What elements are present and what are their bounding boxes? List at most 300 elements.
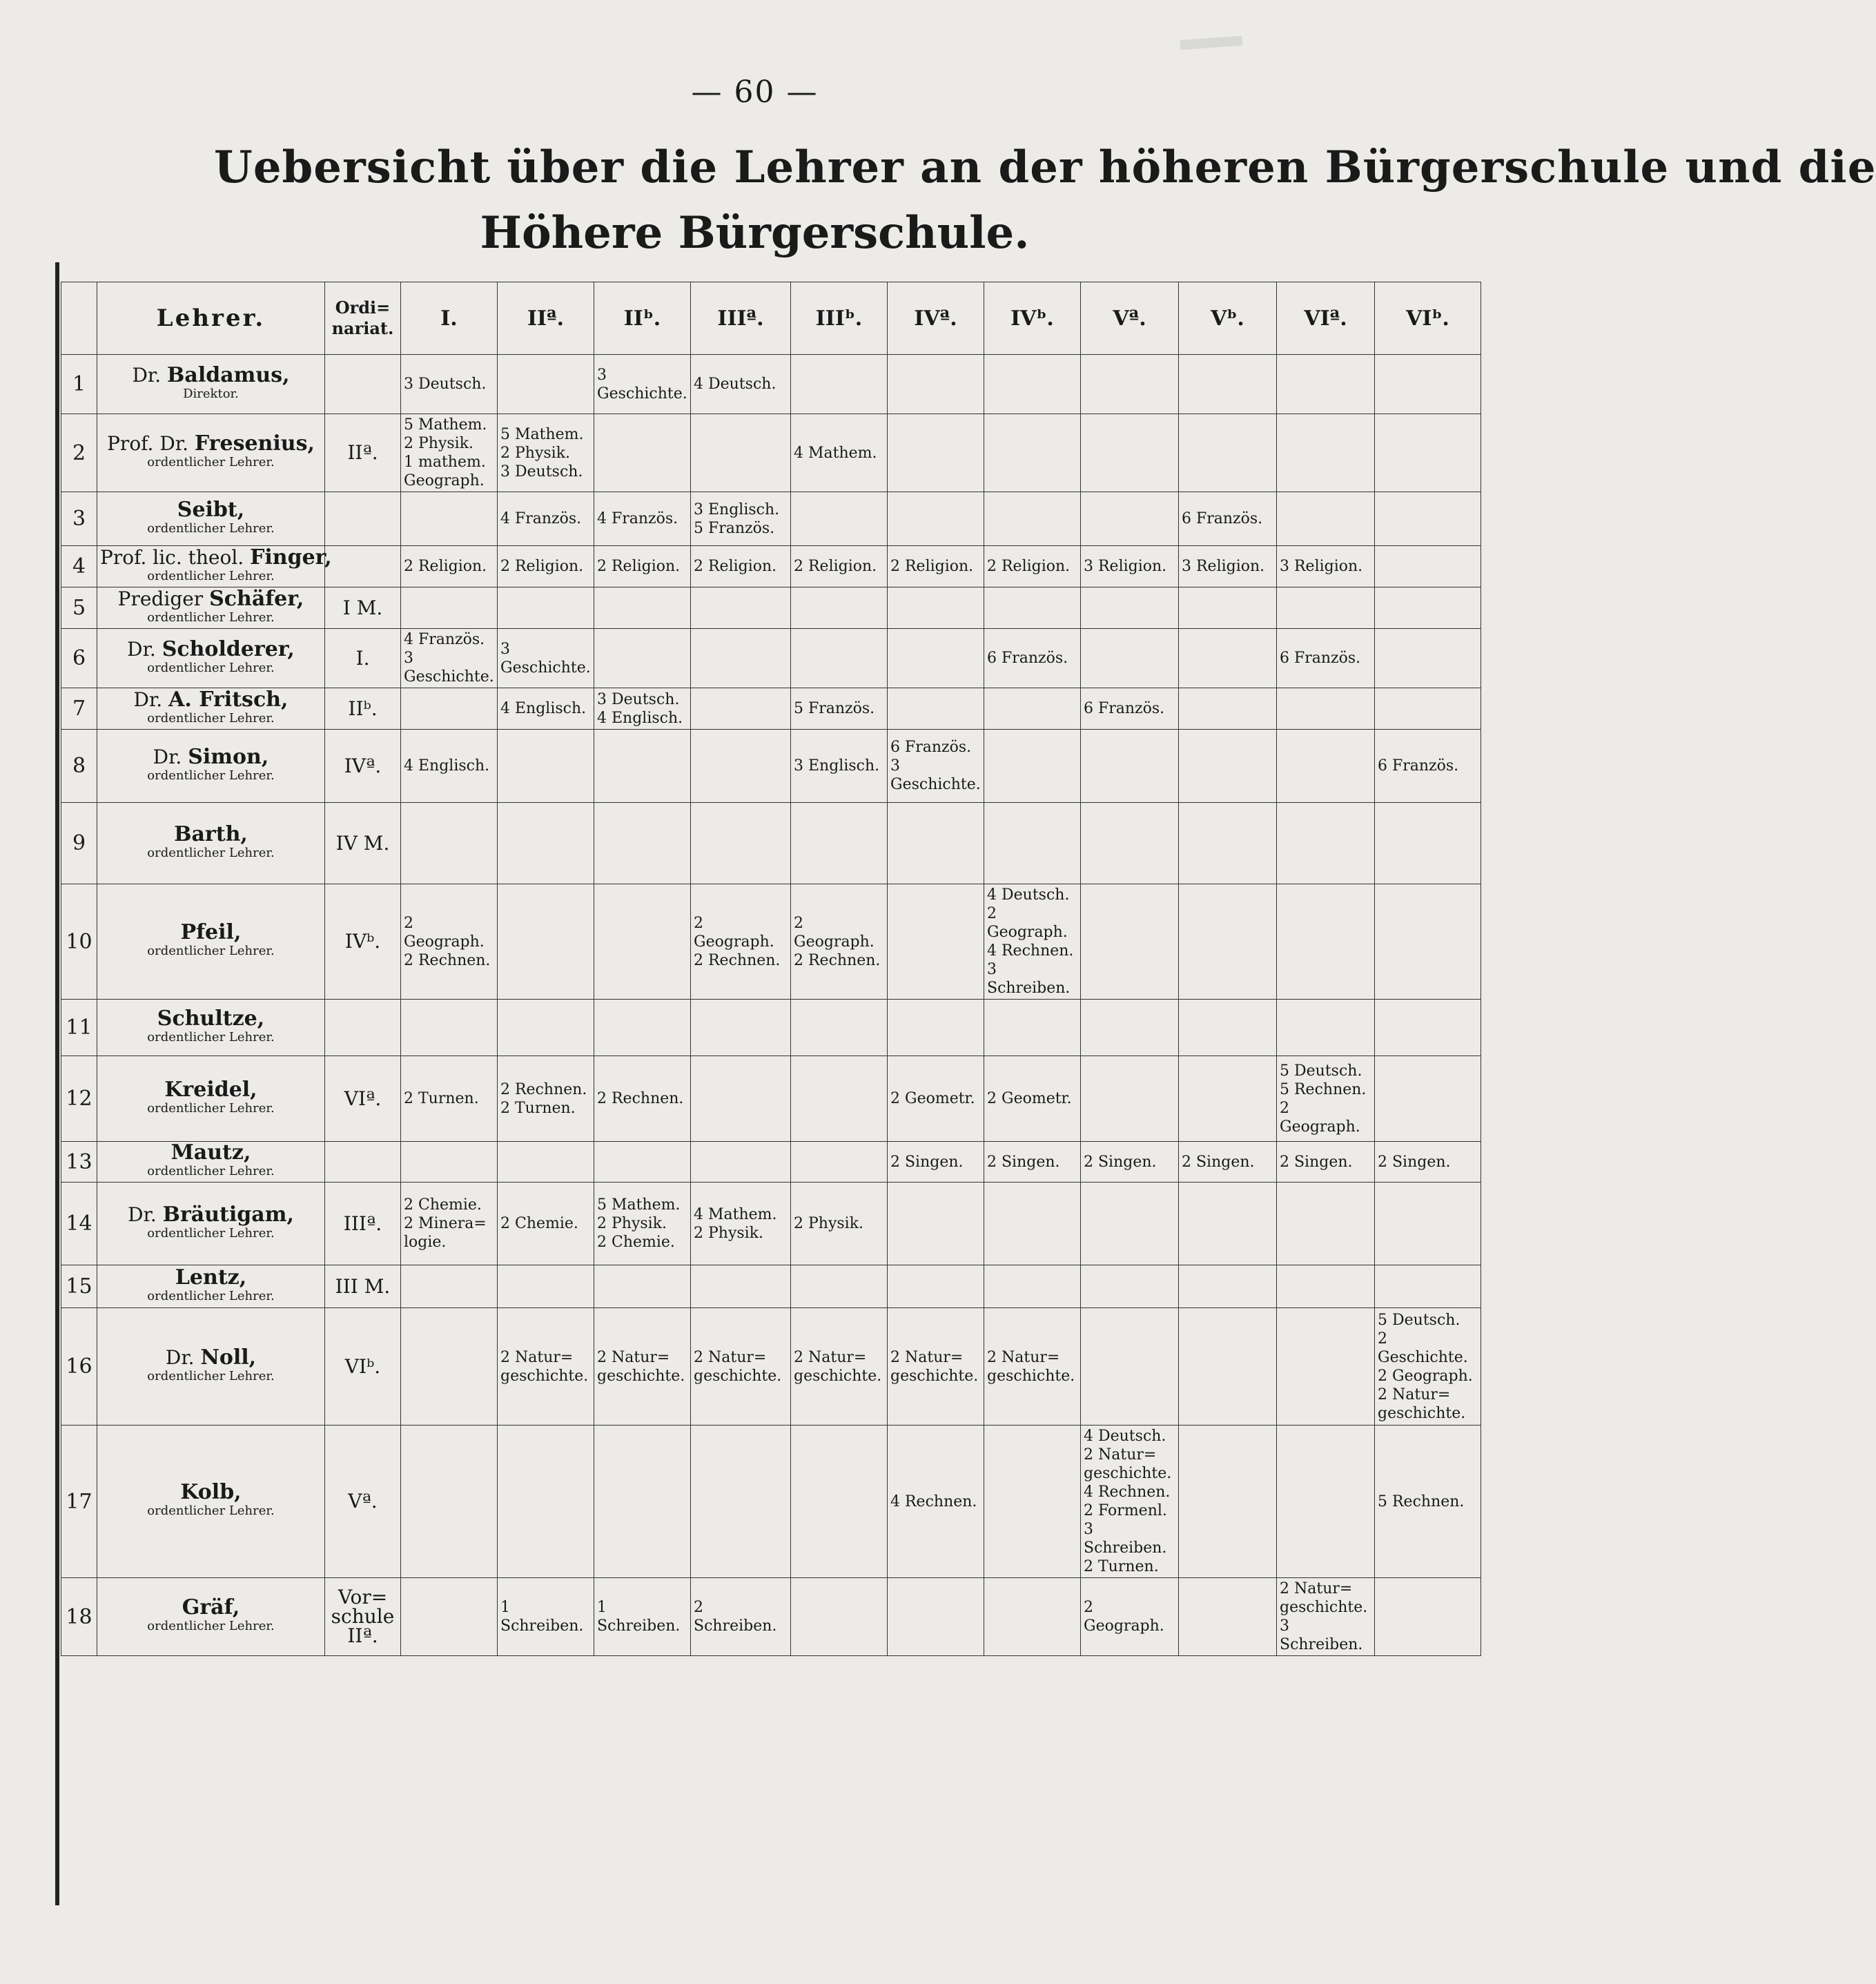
teacher-cell (97, 688, 325, 730)
lesson-cell (691, 1426, 791, 1578)
table-row (61, 492, 1481, 546)
teacher-role: ordentlicher Lehrer. (147, 1029, 275, 1044)
teacher-title: Dr. (128, 1203, 163, 1226)
lesson-cell (1375, 1000, 1481, 1056)
lesson-cell (1179, 1578, 1277, 1656)
teacher-role: ordentlicher Lehrer. (147, 1100, 275, 1116)
lesson-cell: 3 Deutsch. (401, 355, 498, 414)
teacher-name: Dr. Noll, (165, 1345, 257, 1370)
lesson-cell: 3 Religion. (1179, 546, 1277, 587)
lesson-cell: 3 Englisch. 5 Französ. (691, 492, 791, 546)
column-header-7: IVª. (888, 282, 984, 355)
lesson-cell: 2 Rechnen. 2 Turnen. (498, 1056, 594, 1142)
lesson-cell (1179, 1056, 1277, 1142)
lesson-cell: 3 Englisch. (791, 730, 888, 803)
ordinariat-cell: Vª. (325, 1426, 401, 1578)
teacher-name: Kolb, (180, 1480, 242, 1504)
lesson-cell (1081, 1056, 1179, 1142)
lesson-cell (1081, 1265, 1179, 1308)
row-number: 12 (61, 1056, 97, 1142)
lesson-cell (1081, 629, 1179, 688)
table-row (61, 1056, 1481, 1142)
lesson-cell: 2 Religion. (791, 546, 888, 587)
lesson-cell: 4 Englisch. (401, 730, 498, 803)
lesson-cell: 5 Mathem. 2 Physik. 1 mathem. Geograph. (401, 414, 498, 492)
ordinariat-cell: III M. (325, 1265, 401, 1308)
lesson-cell (1277, 587, 1375, 629)
lesson-cell (984, 355, 1081, 414)
lesson-cell (1277, 1000, 1375, 1056)
teacher-name: Dr. Bräutigam, (128, 1202, 294, 1227)
lesson-cell (691, 1056, 791, 1142)
lesson-cell: 2 Religion. (401, 546, 498, 587)
lesson-cell (594, 1265, 691, 1308)
teacher-title: Dr. (165, 1345, 201, 1369)
lesson-cell: 2 Natur= geschichte. (791, 1308, 888, 1426)
lesson-cell (594, 414, 691, 492)
teacher-table (61, 282, 1481, 1656)
lesson-cell: 2 Chemie. (498, 1183, 594, 1265)
lesson-cell (791, 629, 888, 688)
lesson-cell (1277, 884, 1375, 1000)
row-number: 9 (61, 803, 97, 884)
lesson-cell (1375, 688, 1481, 730)
teacher-title: Prediger (117, 587, 210, 610)
lesson-cell (1081, 730, 1179, 803)
lesson-cell (888, 414, 984, 492)
column-header-11: VIª. (1277, 282, 1375, 355)
lesson-cell: 4 Französ. (594, 492, 691, 546)
lesson-cell (791, 1142, 888, 1183)
row-number: 14 (61, 1183, 97, 1265)
lesson-cell (888, 884, 984, 1000)
teacher-name: Dr. Simon, (153, 744, 269, 769)
lesson-cell (1179, 1308, 1277, 1426)
teacher-cell (97, 884, 325, 1000)
teacher-role: ordentlicher Lehrer. (147, 521, 275, 536)
lesson-cell (498, 587, 594, 629)
lesson-cell (401, 1265, 498, 1308)
column-header-6: IIIᵇ. (791, 282, 888, 355)
ordinariat-cell: I M. (325, 587, 401, 629)
teacher-name: Schultze, (157, 1006, 265, 1031)
lesson-cell: 2 Religion. (498, 546, 594, 587)
lesson-cell: 2 Religion. (691, 546, 791, 587)
teacher-cell (97, 629, 325, 688)
lesson-cell: 2 Geometr. (888, 1056, 984, 1142)
lesson-cell (401, 1142, 498, 1183)
teacher-title: Dr. (133, 688, 169, 711)
lesson-cell: 5 Deutsch. 5 Rechnen. 2 Geograph. (1277, 1056, 1375, 1142)
lesson-cell: 2 Geometr. (984, 1056, 1081, 1142)
lesson-cell (1375, 414, 1481, 492)
lesson-cell (791, 1578, 888, 1656)
ordinariat-cell: IV M. (325, 803, 401, 884)
lesson-cell: 4 Rechnen. (888, 1426, 984, 1578)
table-row (61, 730, 1481, 803)
lesson-cell (498, 730, 594, 803)
lesson-cell (594, 587, 691, 629)
lesson-cell (888, 688, 984, 730)
lesson-cell (1375, 587, 1481, 629)
teacher-name: Dr. A. Fritsch, (133, 687, 289, 712)
row-number: 18 (61, 1578, 97, 1656)
teacher-cell (97, 355, 325, 414)
lesson-cell (1277, 688, 1375, 730)
teacher-role: ordentlicher Lehrer. (147, 455, 275, 469)
row-number: 1 (61, 355, 97, 414)
column-header-3: IIª. (498, 282, 594, 355)
lesson-cell (1179, 1183, 1277, 1265)
lesson-cell (498, 1426, 594, 1578)
teacher-role: ordentlicher Lehrer. (147, 568, 275, 583)
page-number: — 60 — (691, 75, 819, 110)
lesson-cell (888, 1578, 984, 1656)
teacher-name: Seibt, (177, 497, 245, 522)
lesson-cell: 1 Schreiben. (498, 1578, 594, 1656)
column-header-10: Vᵇ. (1179, 282, 1277, 355)
teacher-cell (97, 1142, 325, 1183)
teacher-name: Dr. Baldamus, (132, 362, 290, 387)
lesson-cell (1081, 803, 1179, 884)
teacher-role: ordentlicher Lehrer. (147, 1288, 275, 1303)
lesson-cell (1277, 1308, 1375, 1426)
lesson-cell: 6 Französ. (1375, 730, 1481, 803)
lesson-cell (691, 587, 791, 629)
lesson-cell (1375, 1183, 1481, 1265)
lesson-cell (1375, 629, 1481, 688)
lesson-cell (791, 492, 888, 546)
lesson-cell (1277, 355, 1375, 414)
lesson-cell (594, 1426, 691, 1578)
lesson-cell (984, 730, 1081, 803)
row-number: 15 (61, 1265, 97, 1308)
lesson-cell (498, 355, 594, 414)
teacher-name: Barth, (174, 821, 248, 846)
table-row (61, 1308, 1481, 1426)
teacher-cell (97, 1000, 325, 1056)
teacher-cell (97, 1308, 325, 1426)
column-header-12: VIᵇ. (1375, 282, 1481, 355)
lesson-cell: 2 Turnen. (401, 1056, 498, 1142)
table-row (61, 355, 1481, 414)
column-header-9: Vª. (1081, 282, 1179, 355)
lesson-cell (1375, 1265, 1481, 1308)
teacher-cell (97, 730, 325, 803)
lesson-cell (691, 414, 791, 492)
table-header-row (61, 282, 1481, 355)
teacher-cell (97, 492, 325, 546)
lesson-cell: 3 Geschichte. (594, 355, 691, 414)
lesson-cell: 2 Physik. (791, 1183, 888, 1265)
lesson-cell: 2 Singen. (1277, 1142, 1375, 1183)
lesson-cell: 5 Mathem. 2 Physik. 3 Deutsch. (498, 414, 594, 492)
page-title-line2: Höhere Bürgerschule. (480, 207, 1030, 259)
ordinariat-cell (325, 1142, 401, 1183)
row-number: 6 (61, 629, 97, 688)
teacher-name: Pfeil, (180, 920, 242, 944)
lesson-cell (984, 1265, 1081, 1308)
page-title-line1: Uebersicht über die Lehrer an der höheren Bürgerschule und die (214, 142, 1876, 193)
lesson-cell (498, 1000, 594, 1056)
lesson-cell: 4 Französ. (498, 492, 594, 546)
table-row (61, 1426, 1481, 1578)
teacher-cell (97, 1056, 325, 1142)
lesson-cell (1179, 355, 1277, 414)
table-row (61, 629, 1481, 688)
lesson-cell (791, 1426, 888, 1578)
lesson-cell: 2 Geograph. 2 Rechnen. (791, 884, 888, 1000)
column-header-2: I. (401, 282, 498, 355)
lesson-cell (984, 688, 1081, 730)
lesson-cell (691, 688, 791, 730)
lesson-cell (1179, 1000, 1277, 1056)
lesson-cell: 4 Deutsch. (691, 355, 791, 414)
row-number: 7 (61, 688, 97, 730)
lesson-cell (1375, 803, 1481, 884)
row-number: 4 (61, 546, 97, 587)
teacher-title: Prof. Dr. (107, 432, 195, 455)
ordinariat-cell (325, 546, 401, 587)
lesson-cell: 2 Geograph. 2 Rechnen. (691, 884, 791, 1000)
teacher-cell (97, 414, 325, 492)
row-number: 11 (61, 1000, 97, 1056)
teacher-name: Lentz, (175, 1265, 247, 1290)
lesson-cell (888, 1183, 984, 1265)
lesson-cell: 4 Deutsch. 2 Natur= geschichte. 4 Rechnen. 2 Formenl. 3 Schreiben. 2 Turnen. (1081, 1426, 1179, 1578)
lesson-cell (1375, 355, 1481, 414)
lesson-cell (791, 1000, 888, 1056)
lesson-cell: 2 Rechnen. (594, 1056, 691, 1142)
column-header-0: Lehrer. (97, 282, 325, 355)
lesson-cell: 2 Geograph. (1081, 1578, 1179, 1656)
teacher-name: Gräf, (182, 1595, 240, 1620)
lesson-cell (1277, 730, 1375, 803)
lesson-cell (1081, 492, 1179, 546)
teacher-cell (97, 1265, 325, 1308)
lesson-cell: 2 Natur= geschichte. (594, 1308, 691, 1426)
column-header-8: IVᵇ. (984, 282, 1081, 355)
lesson-cell (498, 1142, 594, 1183)
lesson-cell (984, 1426, 1081, 1578)
lesson-cell (401, 1426, 498, 1578)
lesson-cell (1375, 1056, 1481, 1142)
lesson-cell: 3 Religion. (1277, 546, 1375, 587)
lesson-cell (401, 1578, 498, 1656)
lesson-cell (691, 803, 791, 884)
lesson-cell: 4 Englisch. (498, 688, 594, 730)
lesson-cell: 2 Religion. (888, 546, 984, 587)
lesson-cell (401, 492, 498, 546)
lesson-cell (1179, 884, 1277, 1000)
lesson-cell: 2 Natur= geschichte. (498, 1308, 594, 1426)
paper-smudge (1180, 36, 1243, 50)
row-number: 2 (61, 414, 97, 492)
teacher-role: ordentlicher Lehrer. (147, 1619, 275, 1633)
ordinariat-cell: IIIª. (325, 1183, 401, 1265)
lesson-cell: 4 Mathem. (791, 414, 888, 492)
lesson-cell: 3 Deutsch. 4 Englisch. (594, 688, 691, 730)
lesson-cell (1179, 1426, 1277, 1578)
lesson-cell (1277, 1265, 1375, 1308)
lesson-cell: 4 Deutsch. 2 Geograph. 4 Rechnen. 3 Schreiben. (984, 884, 1081, 1000)
lesson-cell: 5 Rechnen. (1375, 1426, 1481, 1578)
table-row (61, 1265, 1481, 1308)
row-number: 16 (61, 1308, 97, 1426)
lesson-cell: 2 Religion. (984, 546, 1081, 587)
column-header-1: Ordi= nariat. (325, 282, 401, 355)
teacher-role: ordentlicher Lehrer. (147, 1504, 275, 1518)
row-number: 8 (61, 730, 97, 803)
lesson-cell: 3 Religion. (1081, 546, 1179, 587)
lesson-cell (401, 1000, 498, 1056)
teacher-role: ordentlicher Lehrer. (147, 1368, 275, 1383)
lesson-cell (1081, 1183, 1179, 1265)
lesson-cell: 3 Geschichte. (498, 629, 594, 688)
lesson-cell: 4 Mathem. 2 Physik. (691, 1183, 791, 1265)
lesson-cell (984, 1578, 1081, 1656)
lesson-cell (498, 1265, 594, 1308)
ordinariat-cell (325, 1000, 401, 1056)
lesson-cell (1081, 587, 1179, 629)
lesson-cell: 6 Französ. (1179, 492, 1277, 546)
lesson-cell: 6 Französ. (984, 629, 1081, 688)
lesson-cell (791, 803, 888, 884)
lesson-cell (498, 884, 594, 1000)
teacher-name: Dr. Scholderer, (127, 636, 295, 661)
lesson-cell (888, 1000, 984, 1056)
lesson-cell (691, 1142, 791, 1183)
teacher-role: Direktor. (183, 386, 239, 401)
teacher-cell (97, 1183, 325, 1265)
lesson-cell: 2 Singen. (1375, 1142, 1481, 1183)
table-body (61, 355, 1481, 1656)
ordinariat-cell: IIª. (325, 414, 401, 492)
lesson-cell (888, 803, 984, 884)
lesson-cell (1081, 1308, 1179, 1426)
lesson-cell (1081, 1000, 1179, 1056)
ordinariat-cell: IVª. (325, 730, 401, 803)
teacher-title: Dr. (127, 637, 162, 661)
lesson-cell (1179, 587, 1277, 629)
lesson-cell (594, 1000, 691, 1056)
teacher-cell (97, 803, 325, 884)
lesson-cell (791, 355, 888, 414)
lesson-cell (888, 587, 984, 629)
lesson-cell (1179, 1265, 1277, 1308)
column-header-5: IIIª. (691, 282, 791, 355)
lesson-cell: 2 Geograph. 2 Rechnen. (401, 884, 498, 1000)
lesson-cell: 2 Singen. (1179, 1142, 1277, 1183)
lesson-cell (984, 1183, 1081, 1265)
teacher-name: Kreidel, (164, 1077, 257, 1102)
teacher-name: Prediger Schäfer, (117, 586, 304, 611)
teacher-role: ordentlicher Lehrer. (147, 1225, 275, 1241)
lesson-cell: 5 Französ. (791, 688, 888, 730)
lesson-cell (984, 414, 1081, 492)
lesson-cell: 2 Natur= geschichte. (984, 1308, 1081, 1426)
lesson-cell (594, 803, 691, 884)
lesson-cell: 6 Französ. 3 Geschichte. (888, 730, 984, 803)
lesson-cell: 4 Französ. 3 Geschichte. (401, 629, 498, 688)
lesson-cell (594, 730, 691, 803)
lesson-cell (691, 1000, 791, 1056)
lesson-cell (691, 629, 791, 688)
lesson-cell (1179, 730, 1277, 803)
table-left-rule (55, 262, 59, 1905)
ordinariat-cell: VIᵇ. (325, 1308, 401, 1426)
lesson-cell: 5 Deutsch. 2 Geschichte. 2 Geograph. 2 Natur= geschichte. (1375, 1308, 1481, 1426)
lesson-cell (984, 492, 1081, 546)
teacher-role: ordentlicher Lehrer. (147, 944, 275, 958)
teacher-role: ordentlicher Lehrer. (147, 845, 275, 860)
lesson-cell (594, 884, 691, 1000)
lesson-cell: 2 Singen. (984, 1142, 1081, 1183)
lesson-cell (1277, 1183, 1375, 1265)
lesson-cell (1277, 492, 1375, 546)
lesson-cell: 2 Singen. (888, 1142, 984, 1183)
table-row (61, 1578, 1481, 1656)
lesson-cell: 2 Natur= geschichte. 3 Schreiben. (1277, 1578, 1375, 1656)
ordinariat-cell: IIᵇ. (325, 688, 401, 730)
teacher-cell (97, 545, 332, 587)
ordinariat-cell: I. (325, 629, 401, 688)
lesson-cell (888, 629, 984, 688)
row-number: 13 (61, 1142, 97, 1183)
table-row (61, 803, 1481, 884)
lesson-cell (1375, 546, 1481, 587)
row-number: 10 (61, 884, 97, 1000)
lesson-cell (1179, 803, 1277, 884)
table-row (61, 1142, 1481, 1183)
lesson-cell (791, 587, 888, 629)
ordinariat-cell: IVᵇ. (325, 884, 401, 1000)
lesson-cell (984, 1000, 1081, 1056)
teacher-name: Prof. lic. theol. Finger, (100, 545, 332, 570)
lesson-cell (401, 587, 498, 629)
lesson-cell: 1 Schreiben. (594, 1578, 691, 1656)
lesson-cell: 6 Französ. (1277, 629, 1375, 688)
teacher-cell (97, 1578, 325, 1656)
ordinariat-cell: VIª. (325, 1056, 401, 1142)
teacher-title: Dr. (132, 363, 168, 387)
lesson-cell (1179, 629, 1277, 688)
row-number: 17 (61, 1426, 97, 1578)
lesson-cell (1375, 884, 1481, 1000)
lesson-cell (791, 1056, 888, 1142)
lesson-cell (401, 688, 498, 730)
lesson-cell (888, 1265, 984, 1308)
teacher-role: ordentlicher Lehrer. (147, 660, 275, 675)
teacher-role: ordentlicher Lehrer. (147, 768, 275, 783)
row-number: 3 (61, 492, 97, 546)
lesson-cell (691, 1265, 791, 1308)
lesson-cell (1277, 803, 1375, 884)
lesson-cell (791, 1265, 888, 1308)
teacher-name: Mautz, (170, 1140, 251, 1165)
lesson-cell: 2 Schreiben. (691, 1578, 791, 1656)
lesson-cell: 2 Religion. (594, 546, 691, 587)
lesson-cell (401, 1308, 498, 1426)
lesson-cell (1277, 414, 1375, 492)
table-row (61, 546, 1481, 587)
lesson-cell (888, 492, 984, 546)
teacher-title: Dr. (153, 745, 188, 768)
lesson-cell: 5 Mathem. 2 Physik. 2 Chemie. (594, 1183, 691, 1265)
table-row (61, 884, 1481, 1000)
table-row (61, 587, 1481, 629)
lesson-cell (401, 803, 498, 884)
